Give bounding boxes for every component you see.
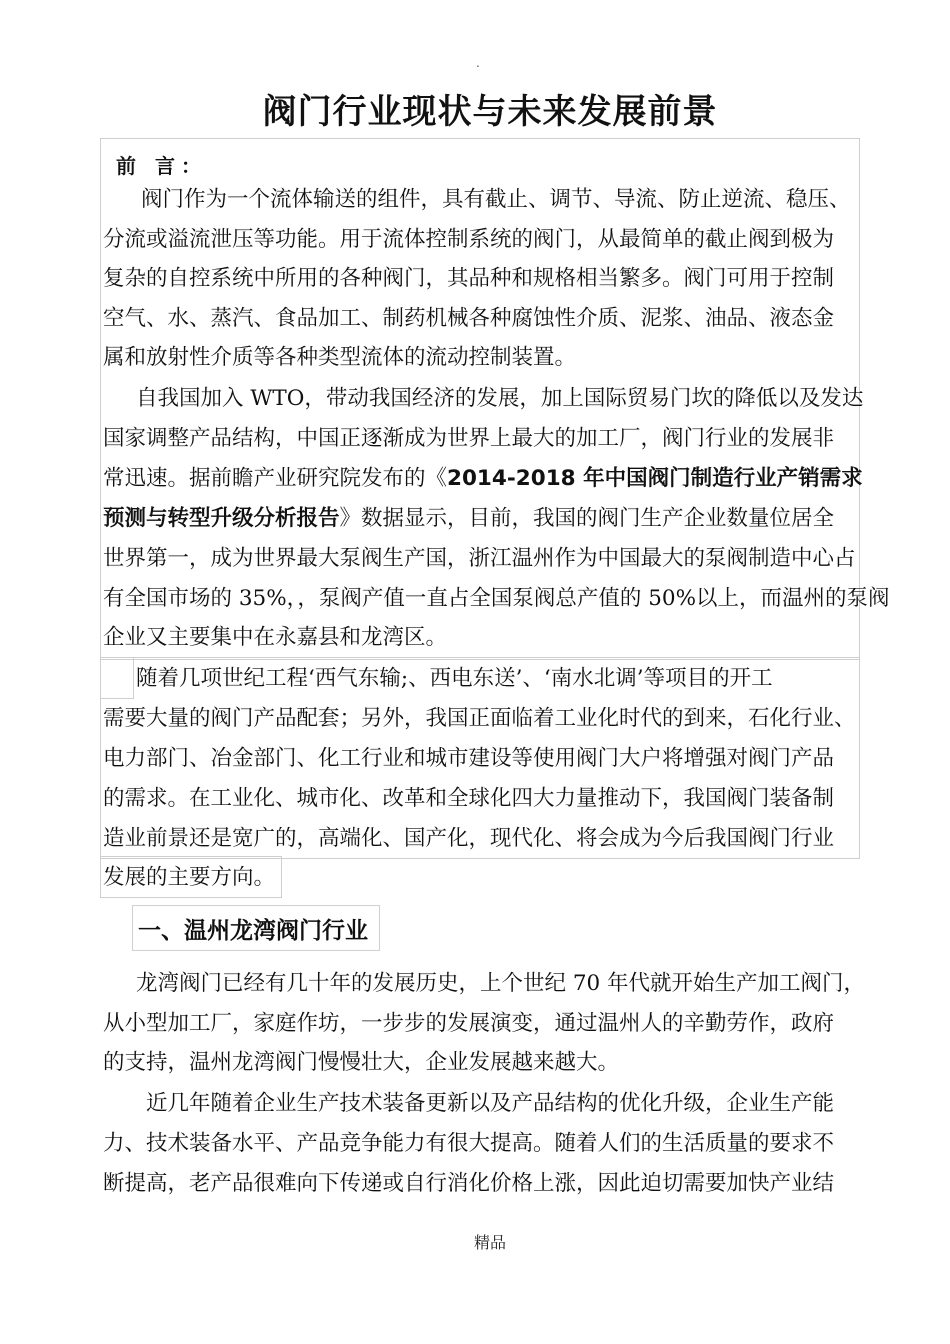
paragraph-line: 力、技术装备水平、产品竞争能力有很大提高。随着人们的生活质量的要求不 xyxy=(103,1131,835,1156)
paragraph-line: 随着几项世纪工程‘西气东输;、西电东送’、‘南水北调’等项目的开工 xyxy=(136,666,773,691)
paragraph-line: 近几年随着企业生产技术装备更新以及产品结构的优化升级，企业生产能 xyxy=(146,1091,835,1116)
paragraph-line: 需要大量的阀门产品配套；另外，我国正面临着工业化时代的到来，石化行业、 xyxy=(103,706,856,731)
report-title-text: 预测与转型升级分析报告 xyxy=(103,506,340,531)
paragraph-line: 世界第一，成为世界最大泵阀生产国，浙江温州作为中国最大的泵阀制造中心占 xyxy=(103,546,856,571)
paragraph-line: 的需求。在工业化、城市化、改革和全球化四大力量推动下，我国阀门装备制 xyxy=(103,786,835,811)
preface-label: 前 言： xyxy=(116,154,207,178)
report-title-text: 2014-2018 年中国阀门制造行业产销需求 xyxy=(447,466,863,491)
paragraph-line: 的支持，温州龙湾阀门慢慢壮大，企业发展越来越大。 xyxy=(103,1050,620,1075)
paragraph-line xyxy=(103,465,863,493)
paragraph-line: 属和放射性介质等各种类型流体的流动控制装置。 xyxy=(103,345,577,370)
paragraph-line: 断提高，老产品很难向下传递或自行消化价格上涨，因此迫切需要加快产业结 xyxy=(103,1171,835,1196)
paragraph-line: 从小型加工厂，家庭作坊，一步步的发展演变，通过温州人的辛勤劳作，政府 xyxy=(103,1011,835,1036)
paragraph-line xyxy=(103,505,834,533)
paragraph-line: 国家调整产品结构，中国正逐渐成为世界上最大的加工厂，阀门行业的发展非 xyxy=(103,426,835,451)
paragraph-line: 企业又主要集中在永嘉县和龙湾区。 xyxy=(103,625,448,650)
paragraph-line: 复杂的自控系统中所用的各种阀门，其品种和规格相当繁多。阀门可用于控制 xyxy=(103,266,835,291)
top-mark: . xyxy=(476,56,480,70)
textbox-frame-small xyxy=(100,657,134,699)
paragraph-line: 电力部门、冶金部门、化工行业和城市建设等使用阀门大户将增强对阀门产品 xyxy=(103,746,835,771)
paragraph-text: 》数据显示，目前，我国的阀门生产企业数量位居全 xyxy=(339,506,835,531)
paragraph-line: 分流或溢流泄压等功能。用于流体控制系统的阀门，从最简单的截止阀到极为 xyxy=(103,227,835,252)
page-title: 阀门行业现状与未来发展前景 xyxy=(262,92,718,132)
section-heading: 一、温州龙湾阀门行业 xyxy=(138,918,368,944)
paragraph-line: 造业前景还是宽广的，高端化、国产化，现代化、将会成为今后我国阀门行业 xyxy=(103,826,835,851)
paragraph-line: 空气、水、蒸汽、食品加工、制药机械各种腐蚀性介质、泥浆、油品、液态金 xyxy=(103,306,835,331)
page-footer: 精品 xyxy=(473,1233,506,1252)
paragraph-text: 常迅速。据前瞻产业研究院发布的《 xyxy=(103,466,448,491)
paragraph-line: 有全国市场的 35%，，泵阀产值一直占全国泵阀总产值的 50%以上，而温州的泵阀 xyxy=(103,586,890,611)
paragraph-line: 自我国加入 WTO，带动我国经济的发展，加上国际贸易门坎的降低以及发达 xyxy=(136,386,864,411)
paragraph-line: 龙湾阀门已经有几十年的发展历史，上个世纪 70 年代就开始生产加工阀门， xyxy=(136,971,866,996)
paragraph-line: 发展的主要方向。 xyxy=(103,865,276,890)
paragraph-line: 阀门作为一个流体输送的组件，具有截止、调节、导流、防止逆流、稳压、 xyxy=(141,187,851,212)
